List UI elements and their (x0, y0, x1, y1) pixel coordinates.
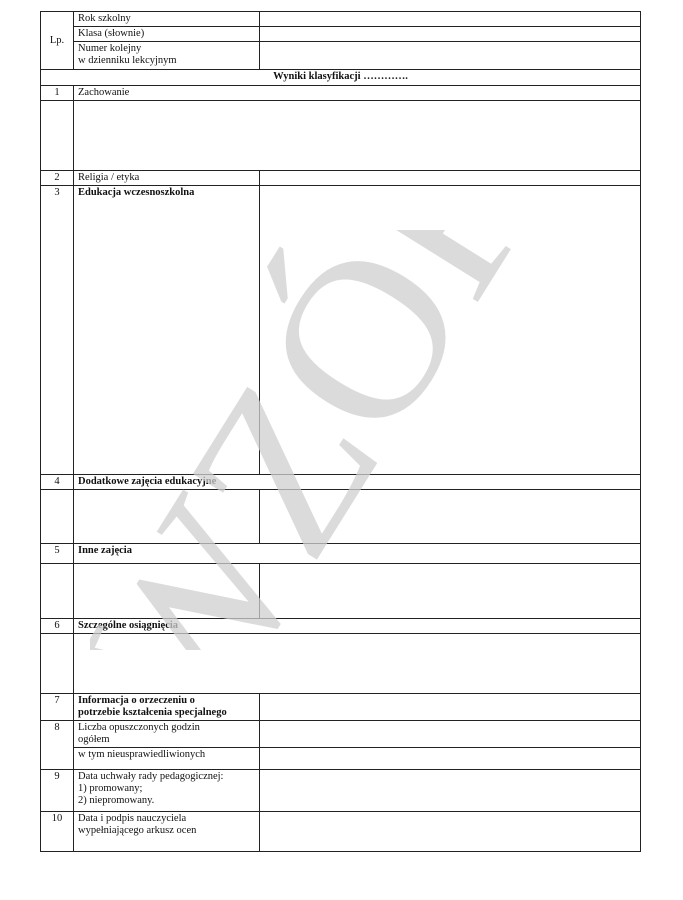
not-promoted-option: 2) niepromowany. (78, 795, 155, 806)
absences-label-line: ogółem (78, 734, 110, 745)
achievements-number-blank (41, 634, 74, 694)
teacher-signature-field[interactable] (260, 812, 641, 852)
row-number: 3 (41, 186, 74, 475)
council-resolution-field[interactable] (260, 770, 641, 812)
teacher-signature-label (74, 812, 260, 852)
other-classes-number-blank (41, 564, 74, 619)
early-education-label: Edukacja wczesnoszkolna (74, 186, 260, 475)
unexcused-absences-label: w tym nieusprawiedliwionych (74, 748, 260, 770)
behaviour-label: Zachowanie (74, 86, 641, 101)
unexcused-absences-field[interactable] (260, 748, 641, 770)
class-label: Klasa (słownie) (74, 27, 260, 42)
watermark-text: WZÓR (90, 230, 598, 650)
behaviour-number-blank (41, 101, 74, 171)
section-title: Wyniki klasyfikacji …………. (41, 70, 641, 86)
additional-classes-number-blank (41, 490, 74, 544)
register-number-label-line: w dzienniku lekcyjnym (78, 55, 177, 66)
behaviour-field[interactable] (74, 101, 641, 171)
school-year-field[interactable] (260, 12, 641, 27)
special-needs-label (74, 694, 260, 721)
additional-classes-grade-field[interactable] (260, 490, 641, 544)
classification-table (40, 11, 641, 852)
other-classes-label: Inne zajęcia (74, 544, 641, 564)
row-number: 2 (41, 171, 74, 186)
additional-classes-name-field[interactable] (74, 490, 260, 544)
row-number: 6 (41, 619, 74, 634)
lp-header: Lp. (41, 12, 74, 70)
row-number: 1 (41, 86, 74, 101)
row-number: 5 (41, 544, 74, 564)
row-number: 10 (41, 812, 74, 852)
special-needs-label-line: Informacja o orzeczeniu o (78, 695, 195, 706)
absences-label-line: Liczba opuszczonych godzin (78, 722, 200, 733)
religion-label: Religia / etyka (74, 171, 260, 186)
early-education-field[interactable] (260, 186, 641, 475)
absences-label (74, 721, 260, 748)
council-resolution-label (74, 770, 260, 812)
register-number-label-line: Numer kolejny (78, 43, 142, 54)
row-number: 8 (41, 721, 74, 770)
promoted-option: 1) promowany; (78, 783, 143, 794)
school-year-label: Rok szkolny (74, 12, 260, 27)
other-classes-grade-field[interactable] (260, 564, 641, 619)
achievements-field[interactable] (74, 634, 641, 694)
row-number: 7 (41, 694, 74, 721)
row-number: 4 (41, 475, 74, 490)
teacher-signature-label-line: wypełniającego arkusz ocen (78, 825, 197, 836)
special-needs-field[interactable] (260, 694, 641, 721)
achievements-label: Szczególne osiągnięcia (74, 619, 641, 634)
row-number: 9 (41, 770, 74, 812)
class-field[interactable] (260, 27, 641, 42)
other-classes-name-field[interactable] (74, 564, 260, 619)
council-resolution-label-line: Data uchwały rady pedagogicznej: (78, 771, 224, 782)
religion-field[interactable] (260, 171, 641, 186)
report-card-form (40, 11, 640, 852)
additional-classes-label: Dodatkowe zajęcia edukacyjne (74, 475, 641, 490)
absences-field[interactable] (260, 721, 641, 748)
register-number-field[interactable] (260, 42, 641, 70)
teacher-signature-label-line: Data i podpis nauczyciela (78, 813, 187, 824)
register-number-label (74, 42, 260, 70)
special-needs-label-line: potrzebie kształcenia specjalnego (78, 707, 227, 718)
